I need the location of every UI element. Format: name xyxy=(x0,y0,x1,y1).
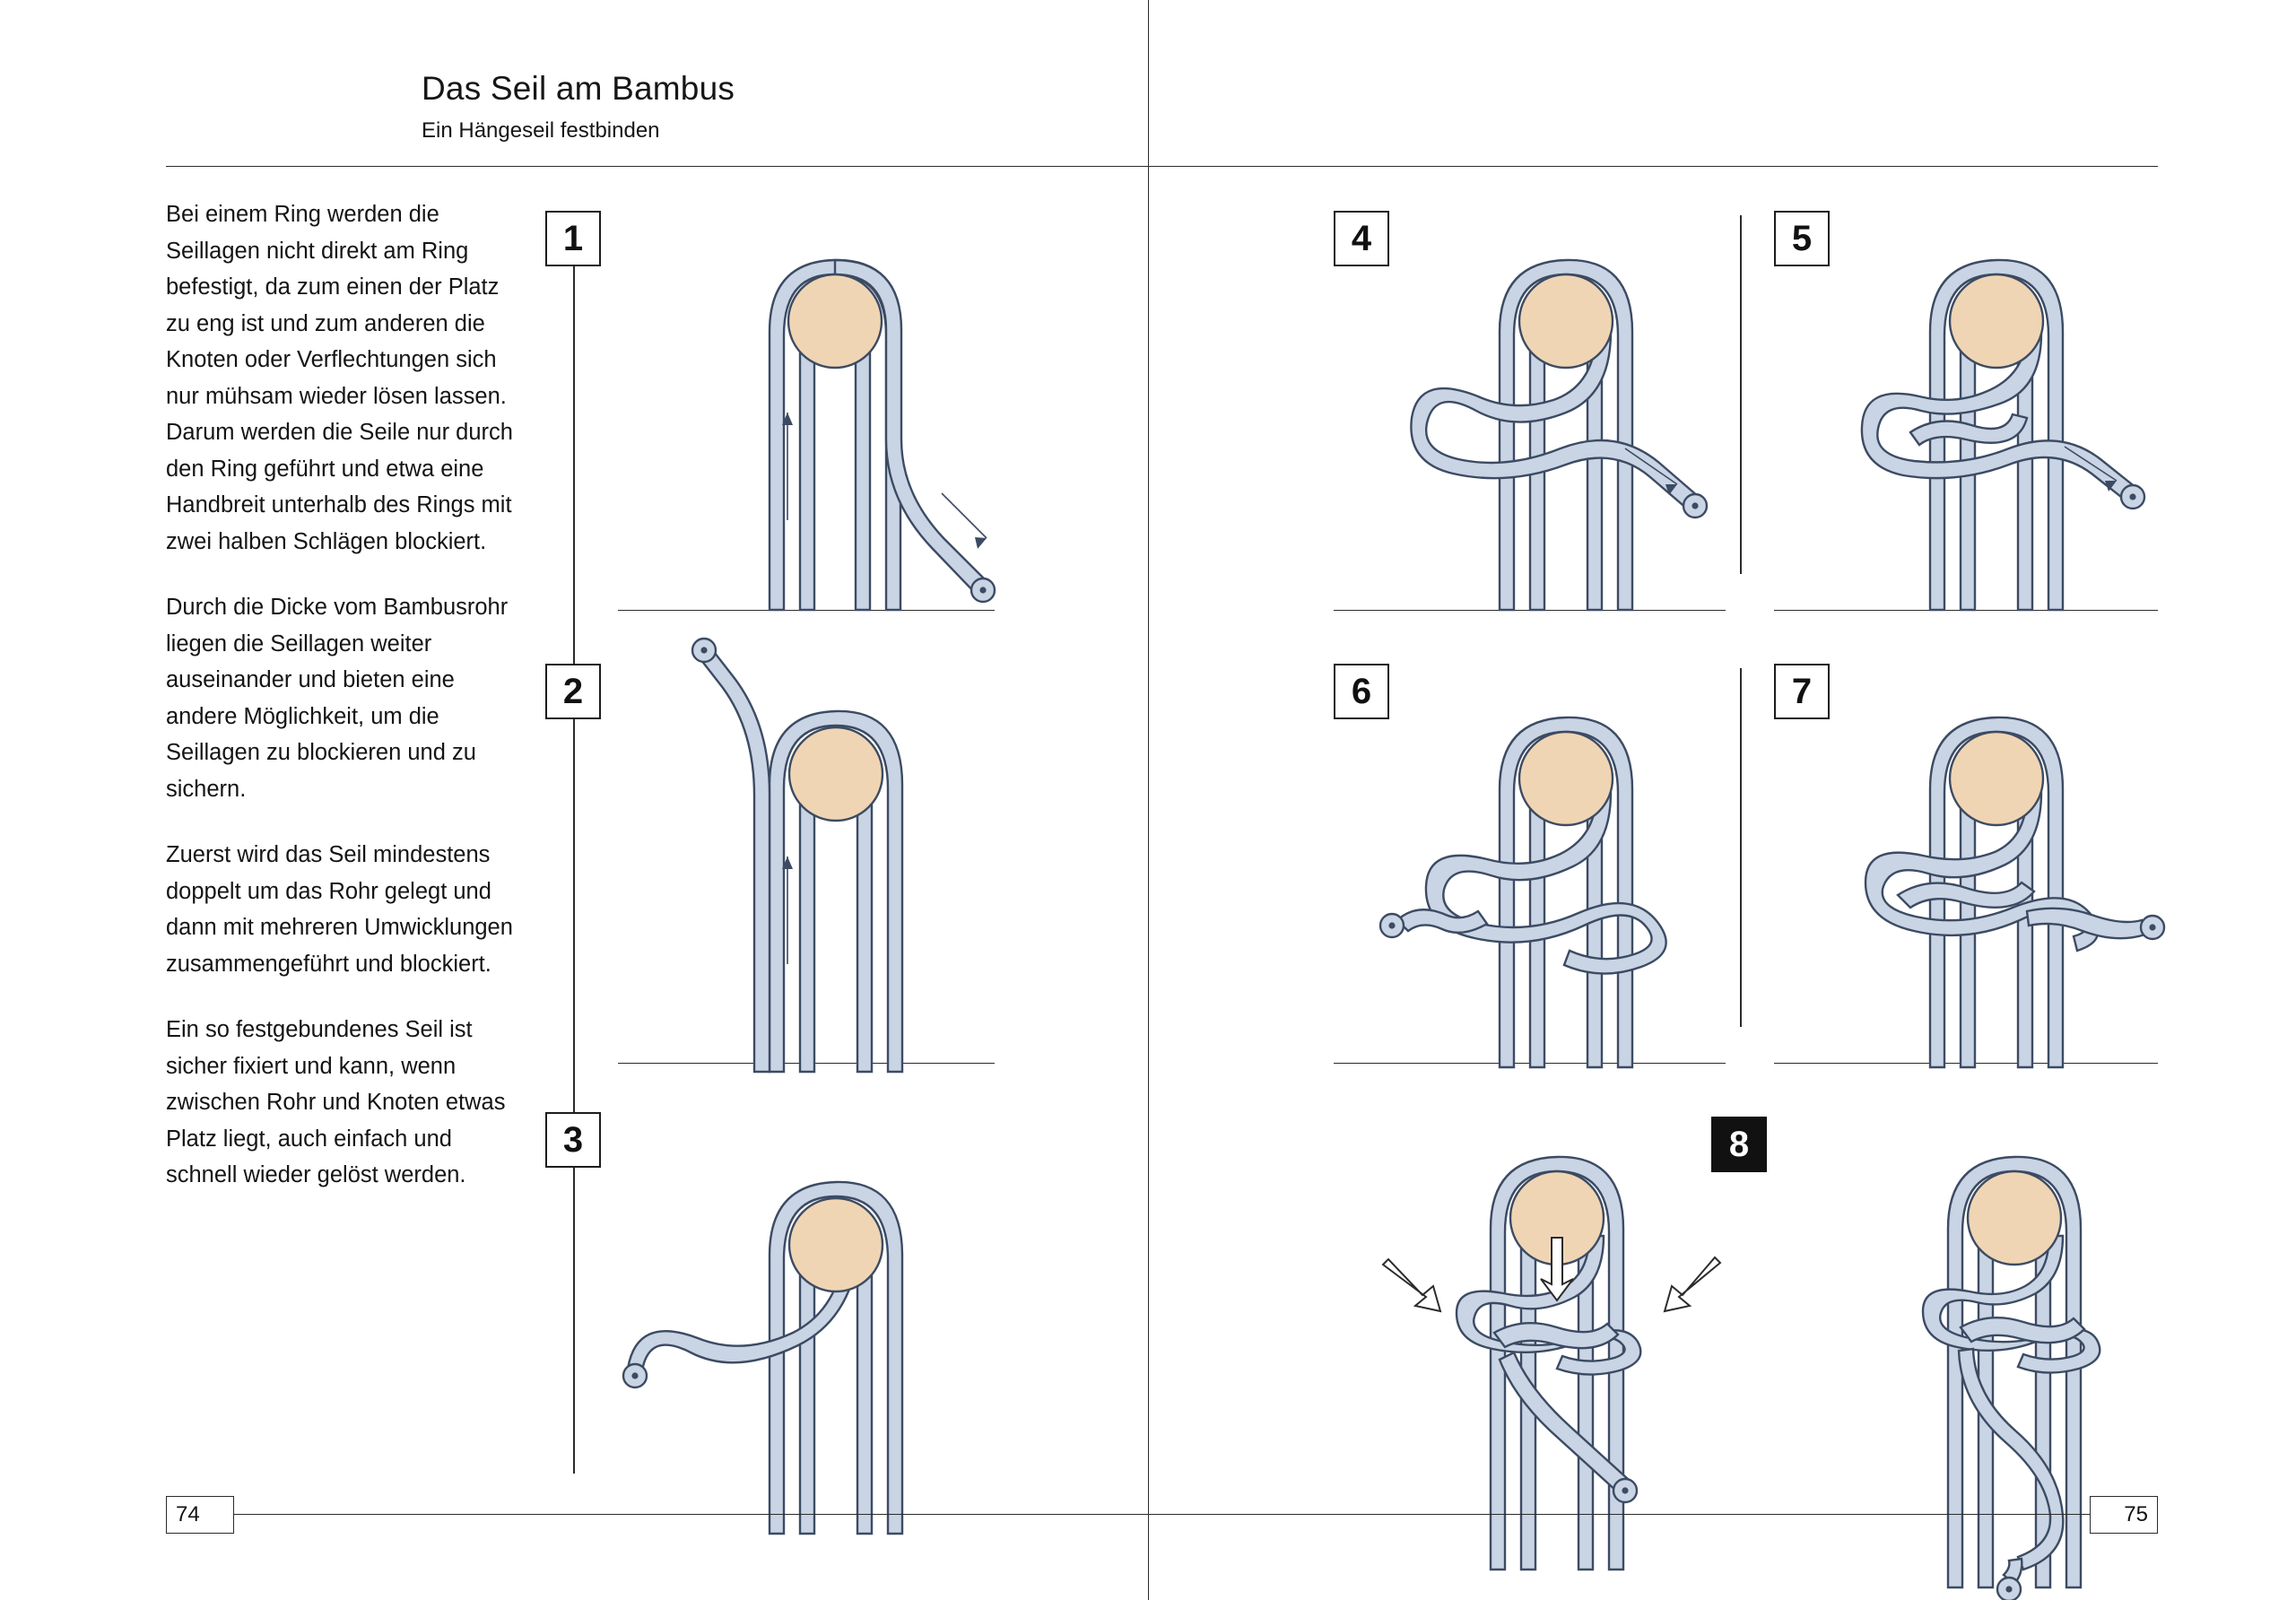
figure-step-2 xyxy=(628,641,987,1072)
instruction-text-column xyxy=(166,196,525,1194)
step-number-2: 2 xyxy=(545,664,601,719)
figure-step-6 xyxy=(1372,682,1749,1067)
left-column-divider xyxy=(573,222,575,1474)
page-number-right: 75 xyxy=(2090,1496,2158,1534)
paragraph-3: Zuerst wird das Seil mindestens doppelt um das Rohr gelegt und dann mit mehreren Umwicklungen zusammengeführt und blockiert. xyxy=(166,842,513,977)
bamboo-pole-icon xyxy=(789,1198,883,1291)
bamboo-pole-icon xyxy=(788,274,882,368)
page-number-left: 74 xyxy=(166,1496,234,1534)
step-number-5: 5 xyxy=(1774,211,1830,266)
bamboo-pole-icon xyxy=(1950,274,2043,368)
bamboo-pole-icon xyxy=(789,727,883,821)
footer-rule-left xyxy=(166,1514,1148,1515)
step-number-8: 8 xyxy=(1711,1117,1767,1172)
footer-rule-right xyxy=(1149,1514,2158,1515)
step-number-4: 4 xyxy=(1334,211,1389,266)
figure-step-7 xyxy=(1821,682,2197,1067)
figure-step-3 xyxy=(628,1112,987,1534)
step-number-3: 3 xyxy=(545,1112,601,1168)
figure-step-8-tightening xyxy=(1363,1121,1740,1570)
bamboo-pole-icon xyxy=(1519,274,1613,368)
step-number-6: 6 xyxy=(1334,664,1389,719)
step-number-7: 7 xyxy=(1774,664,1830,719)
header-rule-left xyxy=(166,166,1148,167)
bamboo-pole-icon xyxy=(1950,732,2043,825)
page-subtitle: Ein Hängeseil festbinden xyxy=(422,118,660,143)
figure-step-1 xyxy=(718,224,1040,610)
paragraph-4: Ein so festgebundenes Seil ist sicher fixiert und kann, wenn zwischen Rohr und Knoten etwas Platz liegt, auch einfach und schnell wieder gelöst werden. xyxy=(166,1017,506,1187)
paragraph-1: Bei einem Ring werden die Seillagen nicht direkt am Ring befestigt, da zum einen der Platz zu eng ist und zum anderen die Knoten oder Verflechtungen sich nur mühsam wieder lösen lassen. Darum werden die Seile nur durch den Ring geführt und etwa eine Handbreit unterhalb des Rings mit zwei halben Schlägen blockiert. xyxy=(166,202,513,554)
figure-step-4 xyxy=(1390,224,1749,610)
book-spine-divider xyxy=(1148,0,1149,1600)
paragraph-2: Durch die Dicke vom Bambusrohr liegen die Seillagen weiter auseinander und bieten eine andere Möglichkeit, um die Seillagen zu blockieren und zu sichern. xyxy=(166,595,509,802)
page-title: Das Seil am Bambus xyxy=(422,70,735,107)
figure-step-5 xyxy=(1821,224,2179,610)
header-rule-right xyxy=(1149,166,2158,167)
bamboo-pole-icon xyxy=(1968,1171,2061,1265)
step-number-1: 1 xyxy=(545,211,601,266)
bamboo-pole-icon xyxy=(1519,732,1613,825)
